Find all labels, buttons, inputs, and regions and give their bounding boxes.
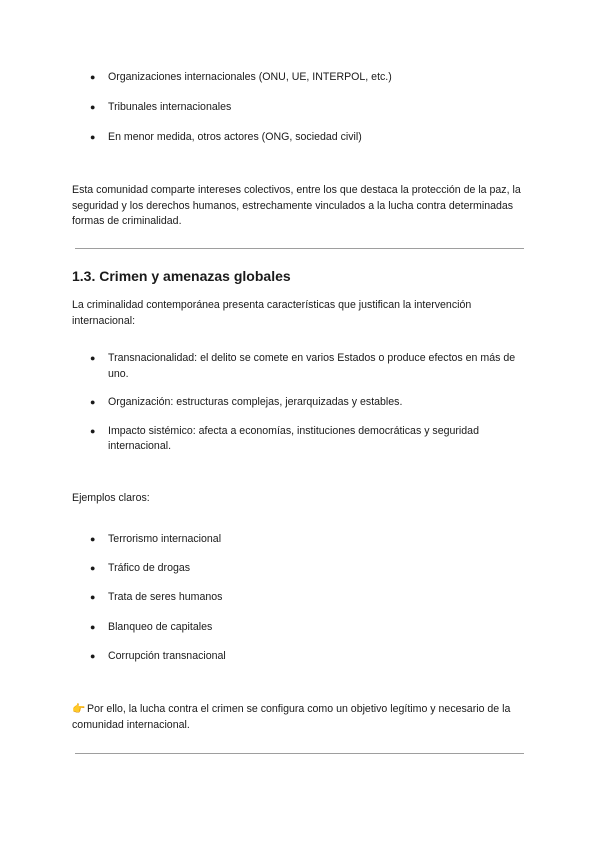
bullet-icon: ● <box>90 425 96 436</box>
list-item-text: En menor medida, otros actores (ONG, sociedad civil) <box>108 131 362 143</box>
section-intro: La criminalidad contemporánea presenta características que justifican la intervención internacional: <box>72 299 472 327</box>
list-item <box>72 351 532 382</box>
horizontal-divider <box>75 248 524 249</box>
conclusion-paragraph <box>72 702 528 733</box>
list-item-text: Organizaciones internacionales (ONU, UE, INTERPOL, etc.) <box>108 71 392 83</box>
bullet-icon: ● <box>90 621 96 632</box>
list-item-text: Terrorismo internacional <box>108 533 222 545</box>
bullet-icon: ● <box>90 132 96 142</box>
list-item <box>72 395 532 411</box>
list-item <box>72 532 532 548</box>
list-item <box>72 424 532 455</box>
characteristics-list <box>72 351 532 455</box>
top-bullet-list <box>72 70 532 146</box>
bullet-icon: ● <box>90 72 96 82</box>
list-item-text: Trata de seres humanos <box>108 591 223 604</box>
list-item-text: Tráfico de drogas <box>108 562 191 575</box>
list-item <box>72 561 532 577</box>
list-item-text: Blanqueo de capitales <box>108 620 213 633</box>
section-title: 1.3. Crimen y amenazas globales <box>72 268 291 284</box>
bullet-icon: ● <box>90 650 96 661</box>
list-item <box>72 100 532 116</box>
bullet-icon: ● <box>90 534 96 544</box>
list-item-text: Organización: estructuras complejas, jerarquizadas y estables. <box>108 396 403 408</box>
conclusion-text: Por ello, la lucha contra el crimen se configura como un objetivo legítimo y necesario de la comunidad internacional. <box>72 703 511 731</box>
pointing-hand-icon: 👉 <box>72 703 86 715</box>
bullet-icon: ● <box>90 353 96 363</box>
list-item <box>72 620 532 636</box>
list-item <box>72 70 532 86</box>
list-item-text: Transnacionalidad: el delito se comete en varios Estados o produce efectos en más de uno. <box>108 352 516 380</box>
bullet-icon: ● <box>90 102 96 112</box>
list-item <box>72 130 532 146</box>
bullet-icon: ● <box>90 592 96 603</box>
horizontal-divider <box>75 753 524 754</box>
community-paragraph: Esta comunidad comparte intereses colectivos, entre los que destaca la protección de la paz, la seguridad y los derechos humanos, estrechamente vinculados a la lucha contra determinadas formas de criminalidad. <box>72 184 521 227</box>
examples-list <box>72 532 532 664</box>
bullet-icon: ● <box>90 397 96 407</box>
list-item <box>72 590 532 606</box>
list-item-text: Tribunales internacionales <box>108 101 232 113</box>
list-item-text: Corrupción transnacional <box>108 649 226 662</box>
bullet-icon: ● <box>90 563 96 574</box>
examples-label: Ejemplos claros: <box>72 492 150 504</box>
list-item <box>72 649 532 665</box>
list-item-text: Impacto sistémico: afecta a economías, instituciones democráticas y seguridad internacional. <box>108 424 479 452</box>
